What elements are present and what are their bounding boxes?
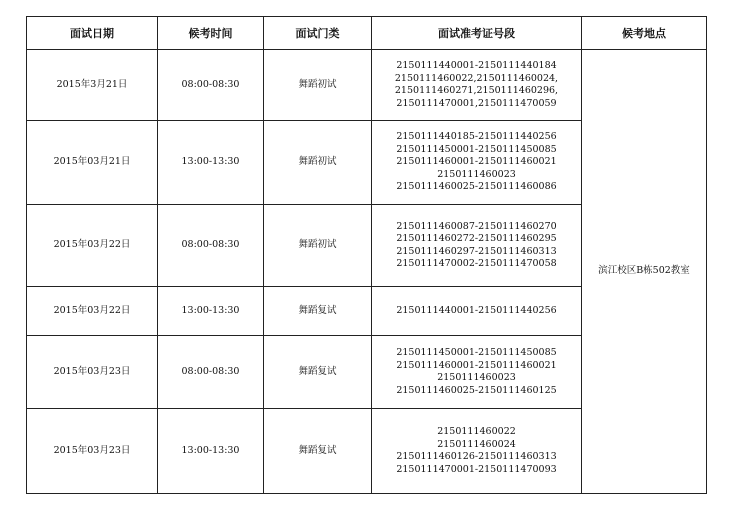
ticket-range-line: 2150111470001,2150111470059 [396,97,557,109]
date-cell: 2015年3月21日 [27,50,158,121]
ticket-range-line: 2150111460023 [437,168,516,180]
interview-schedule-table [26,16,707,494]
header-ticket-number-range: 面试准考证号段 [372,17,582,50]
ticket-range-line: 2150111450001-2150111450085 [396,143,557,155]
date-cell: 2015年03月23日 [27,336,158,409]
ticket-range-line: 2150111460025-2150111460125 [396,384,557,396]
header-interview-category: 面试门类 [264,17,372,50]
date-cell: 2015年03月22日 [27,287,158,336]
date-cell: 2015年03月23日 [27,409,158,494]
header-waiting-location: 候考地点 [582,17,707,50]
time-cell: 13:00-13:30 [158,409,264,494]
category-cell: 舞蹈初试 [264,121,372,205]
ticket-range-line: 2150111440001-2150111440184 [396,60,557,71]
time-cell: 13:00-13:30 [158,287,264,336]
category-cell: 舞蹈复试 [264,409,372,494]
ticket-range-line: 2150111460023 [437,372,516,383]
time-cell: 13:00-13:30 [158,121,264,205]
time-cell: 08:00-08:30 [158,205,264,287]
ticket-range-line: 2150111460024 [437,438,516,450]
header-interview-date: 面试日期 [27,17,158,50]
ids-cell [372,121,582,205]
category-cell: 舞蹈初试 [264,205,372,287]
ids-cell [372,409,582,494]
category-cell: 舞蹈复试 [264,336,372,409]
ticket-range-line: 2150111440001-2150111440256 [396,304,557,316]
ticket-range-line: 2150111440185-2150111440256 [396,131,557,143]
ticket-range-line: 2150111460001-2150111460021 [396,359,557,371]
ticket-range-line: 2150111460025-2150111460086 [396,181,557,193]
category-cell: 舞蹈复试 [264,287,372,336]
ids-cell [372,50,582,121]
ticket-range-line: 2150111470001-2150111470093 [396,463,557,475]
ticket-range-line: 2150111450001-2150111450085 [396,347,557,358]
ticket-range-line: 2150111460001-2150111460021 [396,156,557,168]
ticket-range-line: 2150111460126-2150111460313 [396,451,557,462]
ticket-range-line: 2150111460022,2150111460024, [394,72,559,84]
ticket-range-line: 2150111460272-2150111460295 [396,233,557,244]
header-row [27,17,707,50]
ticket-range-line: 2150111460297-2150111460313 [396,245,557,257]
category-cell: 舞蹈初试 [264,50,372,121]
time-cell: 08:00-08:30 [158,50,264,121]
ticket-range-line: 2150111460271,2150111460296, [394,85,559,96]
ticket-range-line: 2150111460022 [437,426,516,437]
ticket-range-line: 2150111460087-2150111460270 [396,220,557,232]
header-waiting-time: 候考时间 [158,17,264,50]
ids-cell [372,205,582,287]
ids-cell [372,336,582,409]
time-cell: 08:00-08:30 [158,336,264,409]
date-cell: 2015年03月22日 [27,205,158,287]
table-row [27,50,707,121]
ids-cell [372,287,582,336]
date-cell: 2015年03月21日 [27,121,158,205]
ticket-range-line: 2150111470002-2150111470058 [396,258,557,269]
location-cell: 滨江校区B栋502教室 [582,50,707,494]
